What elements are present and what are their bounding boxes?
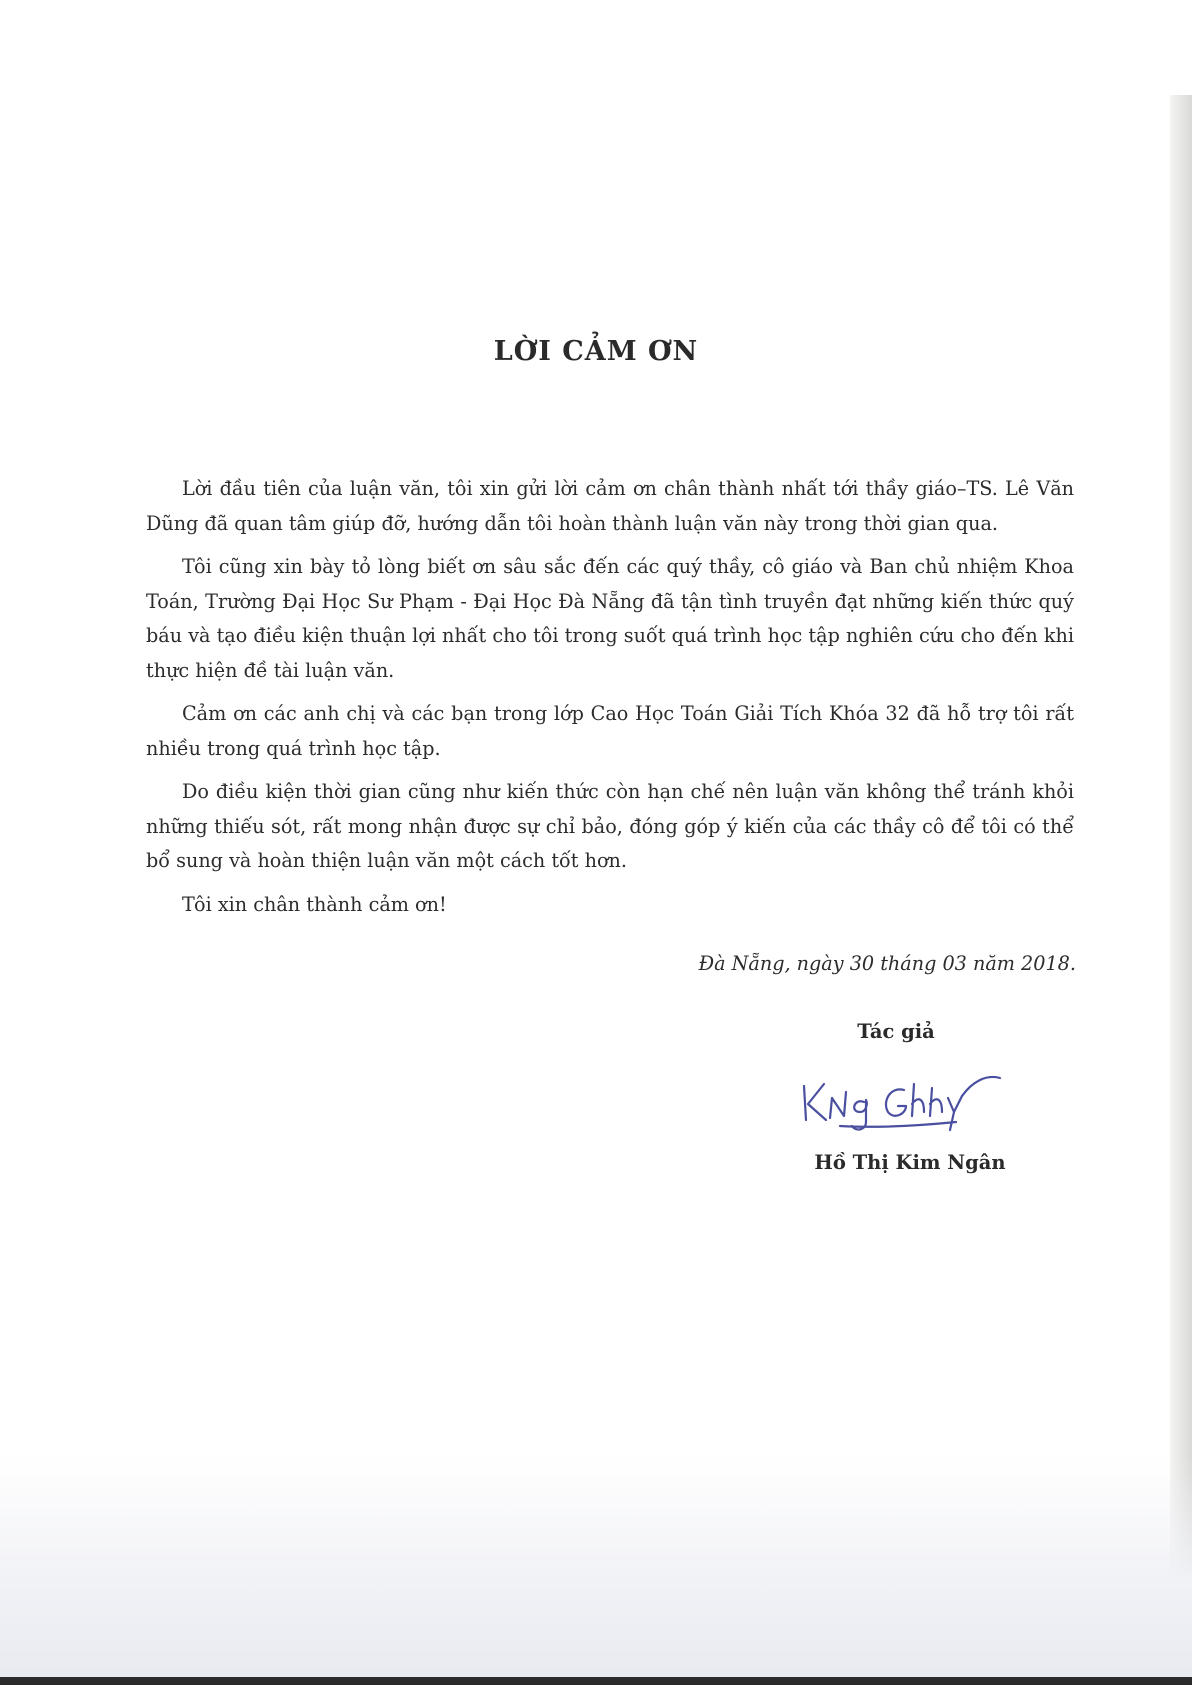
paragraph-5: Tôi xin chân thành cảm ơn! <box>182 892 447 916</box>
scan-bottom-bleed <box>0 1455 1192 1685</box>
page-edge-shadow <box>1170 95 1192 1685</box>
paragraph-4: Do điều kiện thời gian cũng như kiến thức còn hạn chế nên luận văn không thể tránh khỏi những thiếu sót, rất mong nhận được sự chỉ bảo, đóng góp ý kiến của các thầy cô để tôi có thể bổ sung và hoàn thiện luận văn một cách tốt hơn. <box>146 780 1074 872</box>
author-name: Hồ Thị Kim Ngân <box>814 1151 1006 1174</box>
acknowledgement-body <box>146 472 1074 931</box>
place-and-date: Đà Nẵng, ngày 30 tháng 03 năm 2018. <box>698 952 1076 975</box>
paragraph-1: Lời đầu tiên của luận văn, tôi xin gửi lời cảm ơn chân thành nhất tới thầy giáo–TS. Lê Văn Dũng đã quan tâm giúp đỡ, hướng dẫn tôi hoàn thành luận văn này trong thời gian qua. <box>146 477 1074 535</box>
handwritten-signature <box>796 1068 1006 1140</box>
paragraph-3: Cảm ơn các anh chị và các bạn trong lớp Cao Học Toán Giải Tích Khóa 32 đã hỗ trợ tôi rất nhiều trong quá trình học tập. <box>146 702 1074 760</box>
scan-bottom-edge <box>0 1677 1192 1685</box>
page-title: LỜI CẢM ƠN <box>493 336 699 367</box>
author-label: Tác giả <box>857 1020 935 1043</box>
paragraph-2: Tôi cũng xin bày tỏ lòng biết ơn sâu sắc đến các quý thầy, cô giáo và Ban chủ nhiệm Khoa Toán, Trường Đại Học Sư Phạm - Đại Học Đà Nẵng đã tận tình truyền đạt những kiến thức quý báu và tạo điều kiện thuận lợi nhất cho tôi trong suốt quá trình học tập nghiên cứu cho đến khi thực hiện đề tài luận văn. <box>146 555 1074 682</box>
